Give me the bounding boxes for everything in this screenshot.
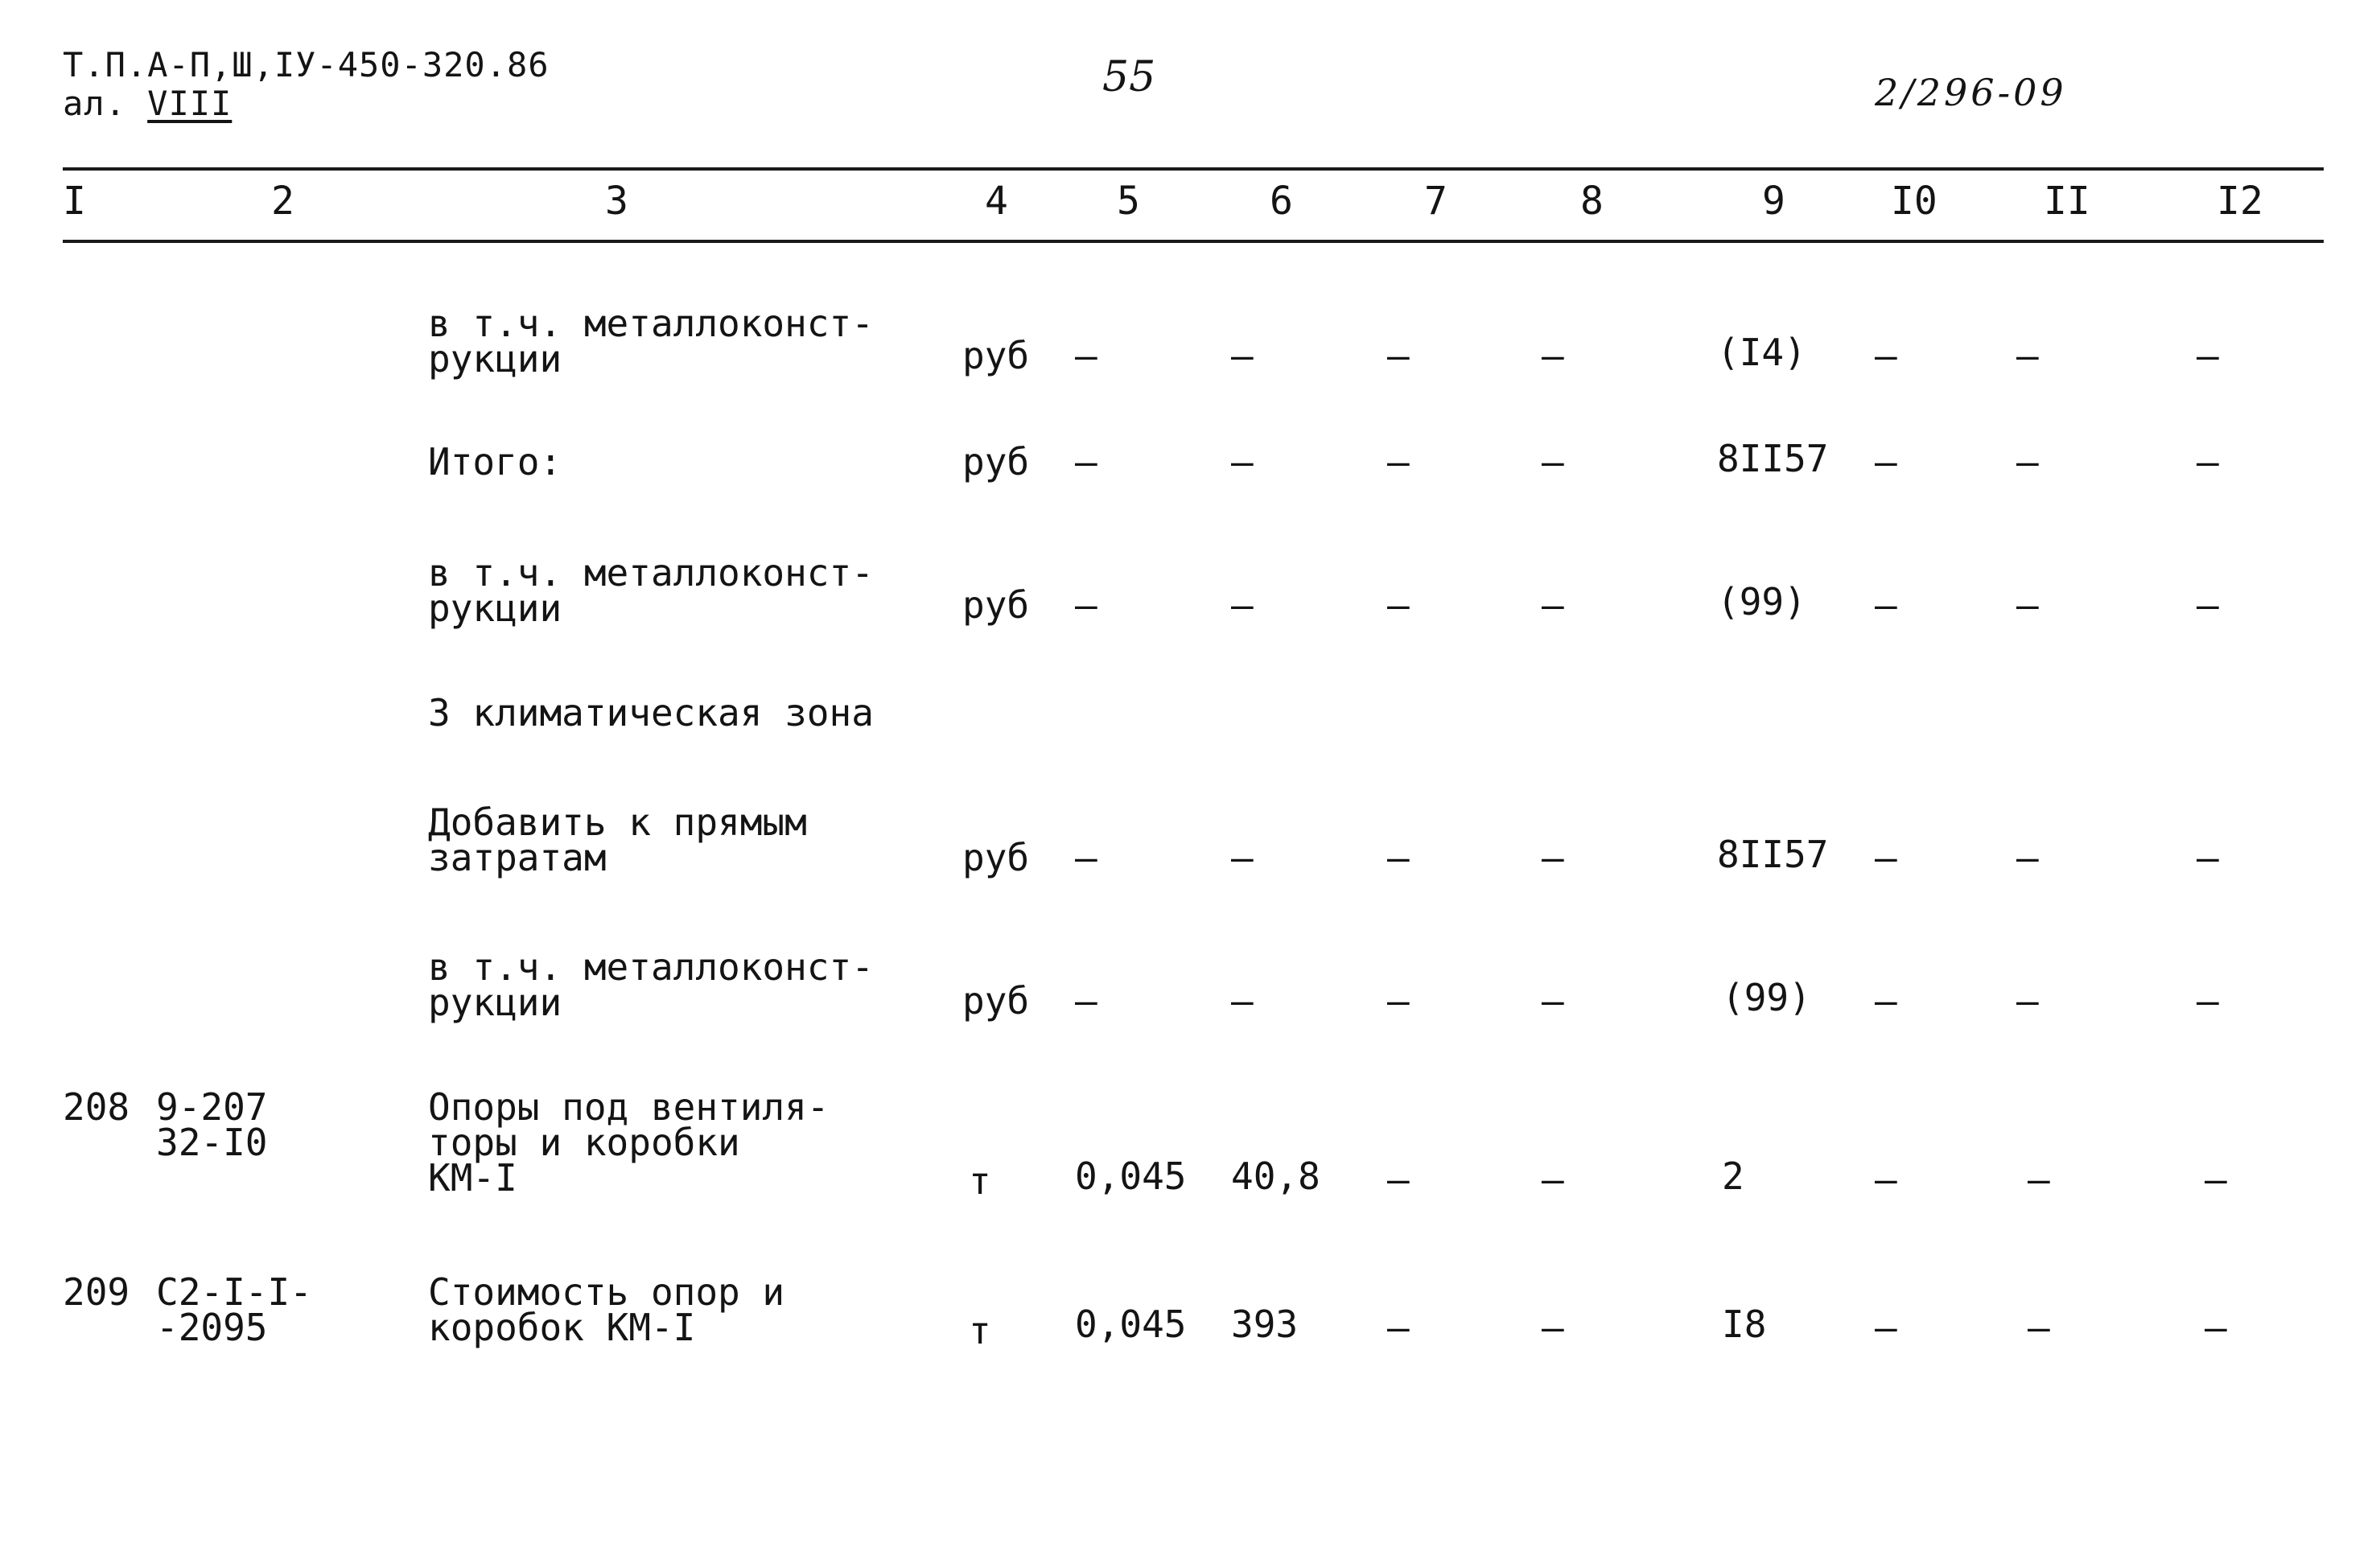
column-header-12: I2: [2217, 179, 2263, 224]
column-header-7: 7: [1424, 179, 1447, 224]
row-col-6: –: [1231, 440, 1254, 484]
row-col-12: –: [2197, 979, 2219, 1023]
section-heading: 3 климатическая зона: [428, 691, 874, 735]
sheet-number: VIII: [147, 84, 233, 123]
row-description-line: коробок КМ-I: [428, 1306, 696, 1349]
row-description-line: рукции: [428, 337, 562, 381]
column-header-4: 4: [985, 179, 1008, 224]
row-description-line: Добавить к прямым: [428, 800, 807, 844]
column-header-11: II: [2044, 179, 2090, 224]
row-unit: т: [969, 1159, 991, 1203]
row-col-5: –: [1075, 334, 1097, 377]
row-col-12: –: [2197, 334, 2219, 377]
row-col-9: (I4): [1717, 331, 1806, 374]
row-col-11: –: [2028, 1306, 2050, 1349]
column-header-5: 5: [1117, 179, 1140, 224]
row-col-9: I8: [1722, 1303, 1767, 1346]
row-col-5: –: [1075, 979, 1097, 1023]
row-description-line: Стоимость опор и: [428, 1270, 785, 1314]
row-col-5: –: [1075, 836, 1097, 879]
row-col-6: –: [1231, 583, 1254, 627]
row-col-7: –: [1387, 583, 1410, 627]
row-col-6: –: [1231, 836, 1254, 879]
row-col-11: –: [2016, 440, 2039, 484]
row-description-line: в т.ч. металлоконст-: [428, 551, 874, 595]
row-description-line: Опоры под вентиля-: [428, 1085, 830, 1129]
row-col-5: 0,045: [1075, 1154, 1187, 1198]
row-description-line: в т.ч. металлоконст-: [428, 945, 874, 989]
sheet-prefix: ал.: [63, 84, 126, 123]
row-col-5: –: [1075, 583, 1097, 627]
column-header-8: 8: [1580, 179, 1604, 224]
row-description-line: КМ-I: [428, 1156, 517, 1200]
row-col-11: –: [2016, 334, 2039, 377]
row-col-10: –: [1875, 1158, 1897, 1201]
row-col-6: –: [1231, 334, 1254, 377]
sheet-label: [63, 84, 232, 123]
row-col-11: –: [2016, 979, 2039, 1023]
row-col-6: 393: [1231, 1303, 1299, 1346]
row-col-12: –: [2197, 440, 2219, 484]
row-col-10: –: [1875, 583, 1897, 627]
row-col-7: –: [1387, 979, 1410, 1023]
row-col-7: –: [1387, 440, 1410, 484]
row-code: 9-207: [156, 1085, 268, 1129]
row-col-8: –: [1542, 836, 1564, 879]
row-col-8: –: [1542, 1158, 1564, 1201]
row-description-line: затратам: [428, 836, 607, 879]
row-col-9: (99): [1722, 976, 1811, 1019]
row-col-12: –: [2197, 836, 2219, 879]
row-description-line: рукции: [428, 586, 562, 630]
row-col-8: –: [1542, 1306, 1564, 1349]
row-col-12: –: [2197, 583, 2219, 627]
table-header-bottom-rule: [63, 240, 2324, 243]
row-unit: руб: [962, 583, 1030, 627]
column-header-9: 9: [1762, 179, 1785, 224]
row-unit: руб: [962, 836, 1030, 879]
row-col-9: (99): [1717, 580, 1806, 623]
row-col-10: –: [1875, 440, 1897, 484]
row-col-10: –: [1875, 1306, 1897, 1349]
row-col-8: –: [1542, 440, 1564, 484]
row-col-11: –: [2016, 583, 2039, 627]
row-col-6: 40,8: [1231, 1154, 1320, 1198]
row-col-7: –: [1387, 836, 1410, 879]
row-col-12: –: [2205, 1158, 2227, 1201]
row-number: 209: [63, 1270, 130, 1314]
column-header-3: 3: [605, 179, 628, 224]
document-code: 2/296-09: [1875, 71, 2067, 114]
row-unit: т: [969, 1309, 991, 1352]
row-col-9: 2: [1722, 1154, 1744, 1198]
row-description-line: торы и коробки: [428, 1121, 740, 1164]
row-col-6: –: [1231, 979, 1254, 1023]
row-col-5: –: [1075, 440, 1097, 484]
column-header-10: I0: [1891, 179, 1937, 224]
row-col-9: 8II57: [1717, 833, 1829, 876]
row-unit: руб: [962, 334, 1030, 377]
row-col-11: –: [2016, 836, 2039, 879]
column-header-6: 6: [1270, 179, 1293, 224]
column-header-1: I: [63, 179, 86, 224]
row-col-7: –: [1387, 1306, 1410, 1349]
row-unit: руб: [962, 979, 1030, 1023]
row-col-8: –: [1542, 334, 1564, 377]
row-col-7: –: [1387, 1158, 1410, 1201]
row-col-10: –: [1875, 979, 1897, 1023]
row-col-10: –: [1875, 836, 1897, 879]
row-col-5: 0,045: [1075, 1303, 1187, 1346]
row-description-line: в т.ч. металлоконст-: [428, 302, 874, 345]
table-top-rule: [63, 167, 2324, 171]
row-col-12: –: [2205, 1306, 2227, 1349]
row-col-9: 8II57: [1717, 437, 1829, 480]
row-description-line: Итого:: [428, 440, 562, 484]
row-col-10: –: [1875, 334, 1897, 377]
document-designation: Т.П.А-П,Ш,IУ-450-320.86: [63, 45, 550, 84]
row-col-11: –: [2028, 1158, 2050, 1201]
row-description-line: рукции: [428, 981, 562, 1024]
column-header-2: 2: [271, 179, 294, 224]
page-number: 55: [1102, 53, 1156, 101]
row-number: 208: [63, 1085, 130, 1129]
row-code: -2095: [156, 1306, 268, 1349]
row-col-8: –: [1542, 583, 1564, 627]
row-code: С2-I-I-: [156, 1270, 312, 1314]
row-col-8: –: [1542, 979, 1564, 1023]
row-code: 32-I0: [156, 1121, 268, 1164]
row-col-7: –: [1387, 334, 1410, 377]
row-unit: руб: [962, 440, 1030, 484]
